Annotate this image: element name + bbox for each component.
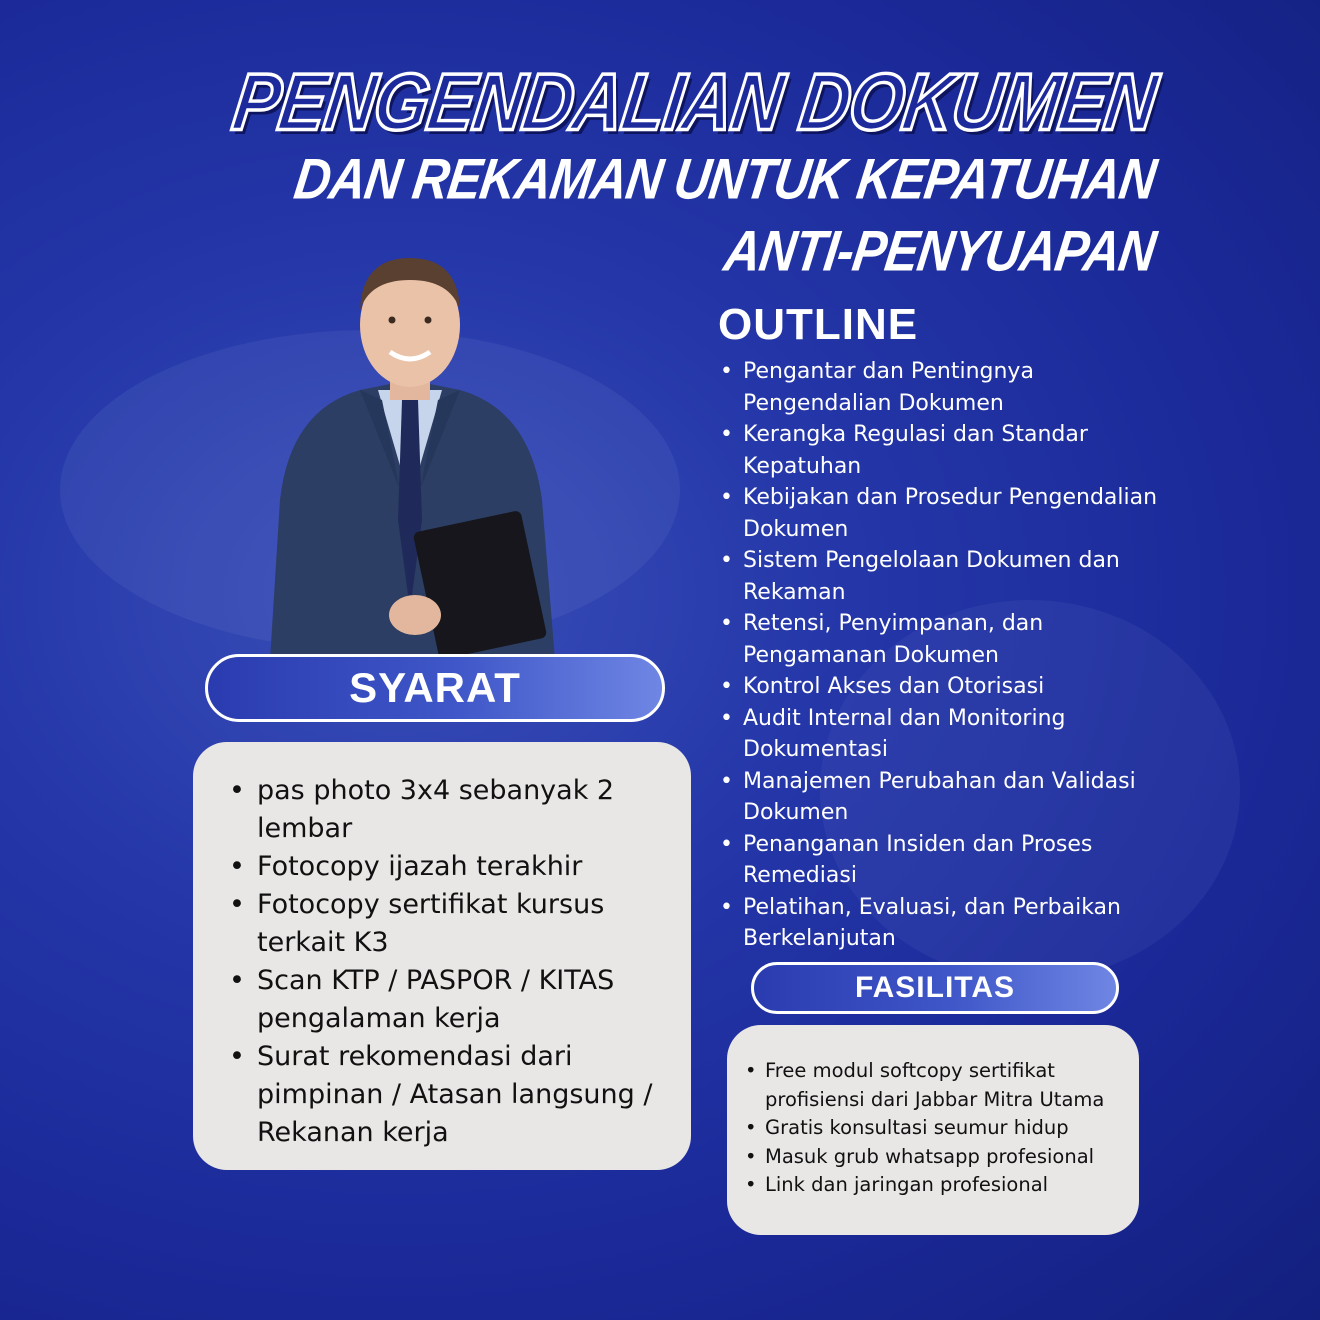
outline-item: • Kontrol Akses dan Otorisasi [718,671,1158,703]
fasilitas-item: • Free modul softcopy sertifikat profisiensi dari Jabbar Mitra Utama [743,1057,1129,1114]
outline-item: • Sistem Pengelolaan Dokumen dan Rekaman [718,545,1158,608]
outline-item: • Pelatihan, Evaluasi, dan Perbaikan Berkelanjutan [718,892,1158,955]
syarat-item: • Scan KTP / PASPOR / KITAS pengalaman kerja [229,962,671,1038]
outline-item: • Retensi, Penyimpanan, dan Pengamanan Dokumen [718,608,1158,671]
outline-item: • Kerangka Regulasi dan Standar Kepatuhan [718,419,1158,482]
title-line-2: DAN REKAMAN UNTUK KEPATUHAN [290,146,1160,212]
title-line-3: ANTI-PENYUAPAN [720,218,1160,284]
outline-item: • Audit Internal dan Monitoring Dokumentasi [718,703,1158,766]
outline-item: • Manajemen Perubahan dan Validasi Dokumen [718,766,1158,829]
syarat-item: • Fotocopy sertifikat kursus terkait K3 [229,886,671,962]
syarat-item: • pas photo 3x4 sebanyak 2 lembar [229,772,671,848]
outline-heading: OUTLINE [718,300,919,349]
fasilitas-card [727,1025,1139,1235]
businessman-photo [250,240,570,660]
syarat-heading: SYARAT [205,654,665,722]
fasilitas-item: • Link dan jaringan profesional [743,1171,1129,1200]
fasilitas-list [743,1057,1129,1200]
fasilitas-heading: FASILITAS [751,962,1119,1014]
title-line-1: PENGENDALIAN DOKUMEN [227,57,1162,147]
fasilitas-item: • Masuk grub whatsapp profesional [743,1143,1129,1172]
outline-item: • Penanganan Insiden dan Proses Remediasi [718,829,1158,892]
fasilitas-item: • Gratis konsultasi seumur hidup [743,1114,1129,1143]
syarat-list [229,772,671,1152]
syarat-card [193,742,691,1170]
outline-item: • Pengantar dan Pentingnya Pengendalian Dokumen [718,356,1158,419]
syarat-item: • Surat rekomendasi dari pimpinan / Atasan langsung / Rekanan kerja [229,1038,671,1152]
outline-list [718,356,1158,955]
syarat-item: • Fotocopy ijazah terakhir [229,848,671,886]
outline-item: • Kebijakan dan Prosedur Pengendalian Dokumen [718,482,1158,545]
